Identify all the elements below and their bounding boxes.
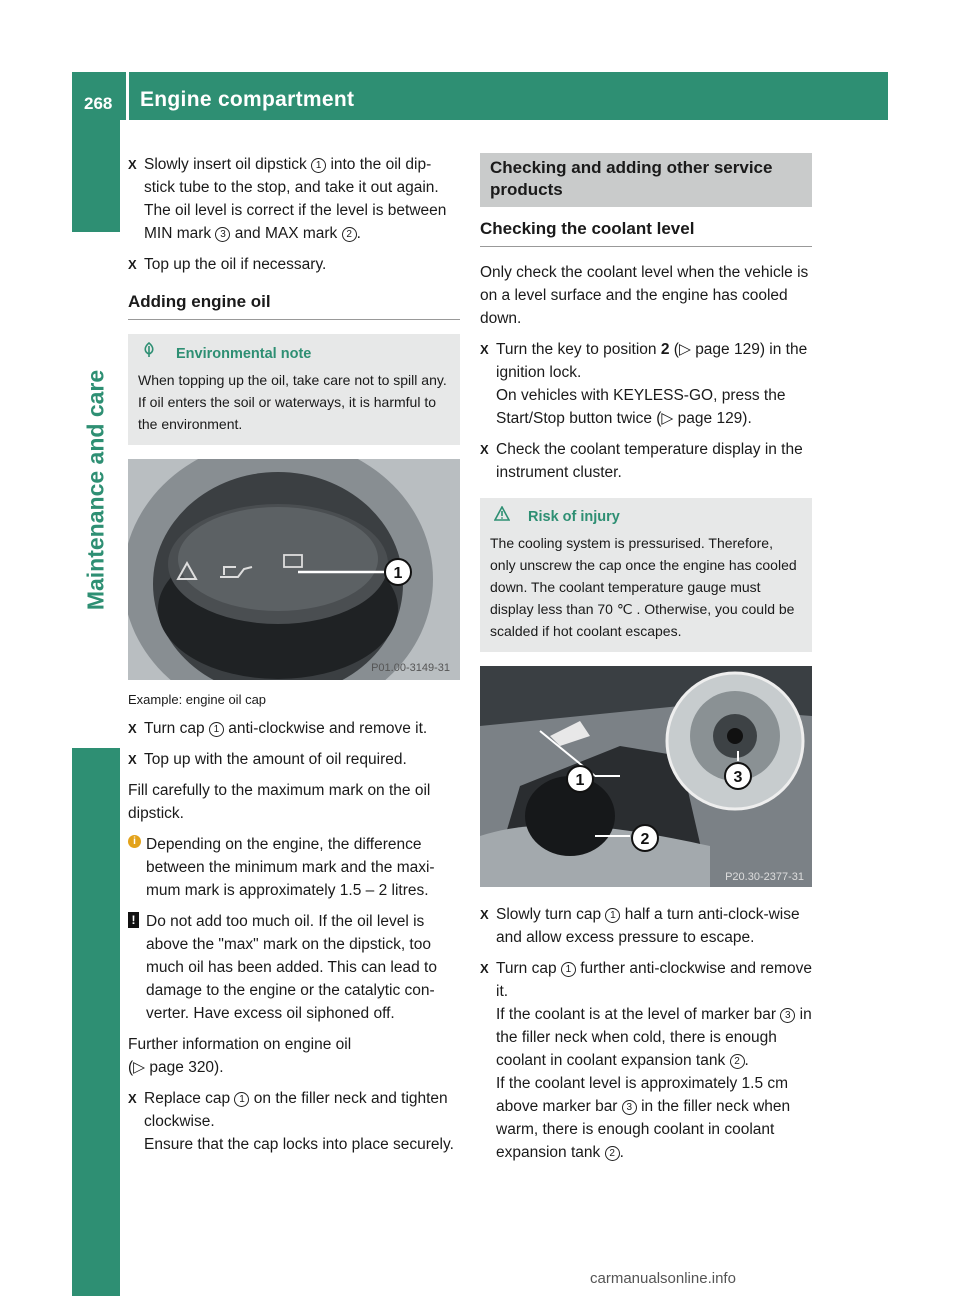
paragraph-fill: Fill carefully to the maximum mark on the oil dipstick. <box>128 782 431 822</box>
svg-text:1: 1 <box>575 772 585 789</box>
step-check-temperature: X Check the coolant temperature display in the instrument cluster. <box>480 438 812 484</box>
step-insert-dipstick: X Slowly insert oil dipstick 1 into the oil dip-stick tube to the stop, and take it out again. The oil level is correct if the level is between MIN mark 3 and MAX mark 2 . <box>128 153 460 245</box>
watermark: carmanualsonline.info <box>590 1270 736 1287</box>
marker-1-icon: 1 <box>605 908 620 923</box>
paragraph-intro: Only check the coolant level when the vehicle is on a level surface and the engine has cooled down. <box>480 264 809 327</box>
risk-of-injury-note: Risk of injury The cooling system is pressurised. Therefore, only unscrew the cap once the engine has cooled down. The coolant temperature gauge must display less than 70 ℃ . Otherwise, you could be scalded if hot coolant escapes. <box>480 498 812 652</box>
section-title: Checking and adding other service products <box>480 153 812 207</box>
arrow-marker-icon: X <box>480 342 489 357</box>
arrow-marker-icon: X <box>480 442 489 457</box>
marker-1-icon: 1 <box>311 158 326 173</box>
environmental-note: Environmental note When topping up the oil, take care not to spill any. If oil enters the soil or waterways, it is harmful to the environment. <box>128 334 460 445</box>
photo-caption: Example: engine oil cap <box>128 692 267 707</box>
step-top-up: X Top up the oil if necessary. <box>128 253 460 276</box>
marker-3-icon: 3 <box>622 1100 637 1115</box>
arrow-marker-icon: X <box>480 961 489 976</box>
marker-2-icon: 2 <box>605 1146 620 1161</box>
further-information: Further information on engine oil (▷ page 320). <box>128 1036 352 1076</box>
warning-note: ! Do not add too much oil. If the oil level is above the "max" mark on the dipstick, too much oil has been added. This can lead to damage to the engine or the catalytic con-verter. Have excess oil siphoned off. <box>128 910 460 1025</box>
page-ref-icon: ▷ <box>661 410 674 427</box>
arrow-marker-icon: X <box>128 157 137 172</box>
info-note: i Depending on the engine, the difference between the minimum mark and the maxi-mum mark is approximately 1.5 – 2 litres. <box>128 833 460 902</box>
svg-text:P20.30-2377-31: P20.30-2377-31 <box>725 871 804 883</box>
arrow-marker-icon: X <box>128 1091 137 1106</box>
step-slowly-turn-cap: X Slowly turn cap 1 half a turn anti-clock-wise and allow excess pressure to escape. <box>480 903 812 949</box>
coolant-reservoir-photo <box>480 666 812 887</box>
page-ref-icon: ▷ <box>678 341 691 358</box>
svg-text:2: 2 <box>640 831 650 848</box>
marker-3-icon: 3 <box>780 1008 795 1023</box>
marker-1-icon: 1 <box>209 722 224 737</box>
svg-text:P01.00-3149-31: P01.00-3149-31 <box>371 662 450 674</box>
marker-1-icon: 1 <box>561 962 576 977</box>
step-top-up-amount: X Top up with the amount of oil required. <box>128 748 460 771</box>
page-ref-icon: ▷ <box>133 1059 146 1076</box>
svg-text:3: 3 <box>733 769 743 786</box>
warning-triangle-icon <box>494 506 514 528</box>
header-divider <box>126 72 129 120</box>
arrow-marker-icon: X <box>128 721 137 736</box>
heading-checking-coolant: Checking the coolant level <box>480 217 812 247</box>
page-number: 268 <box>84 94 113 113</box>
svg-text:1: 1 <box>393 565 403 582</box>
marker-3-icon: 3 <box>215 227 230 242</box>
page-title: Engine compartment <box>140 88 355 111</box>
step-replace-cap: X Replace cap 1 on the filler neck and tighten clockwise. Ensure that the cap locks into place securely. <box>128 1087 460 1156</box>
marker-1-icon: 1 <box>234 1092 249 1107</box>
right-column <box>480 153 812 1172</box>
heading-adding-engine-oil: Adding engine oil <box>128 290 460 320</box>
arrow-marker-icon: X <box>128 752 137 767</box>
arrow-marker-icon: X <box>128 257 137 272</box>
arrow-marker-icon: X <box>480 907 489 922</box>
marker-2-icon: 2 <box>342 227 357 242</box>
step-remove-cap: X Turn cap 1 further anti-clockwise and remove it. If the coolant is at the level of marker bar 3 in the filler neck when cold, there is enough coolant in coolant expansion tank 2 . If the coolant level is approximately 1.5 cm above marker bar 3 in the filler neck when warm, there is enough coolant in coolant expansion tank 2 . <box>480 957 812 1164</box>
left-column <box>128 153 460 1164</box>
info-icon: i <box>128 835 141 848</box>
side-tab-label: Maintenance and care <box>82 369 109 611</box>
leaf-icon <box>142 342 162 365</box>
warning-icon: ! <box>128 912 139 928</box>
marker-2-icon: 2 <box>730 1054 745 1069</box>
step-turn-key: X Turn the key to position 2 (▷ page 129) in the ignition lock. On vehicles with KEYLESS-GO, press the Start/Stop button twice (▷ page 129). <box>480 338 812 430</box>
engine-oil-cap-photo <box>128 459 460 680</box>
step-turn-cap: X Turn cap 1 anti-clockwise and remove it. <box>128 717 460 740</box>
